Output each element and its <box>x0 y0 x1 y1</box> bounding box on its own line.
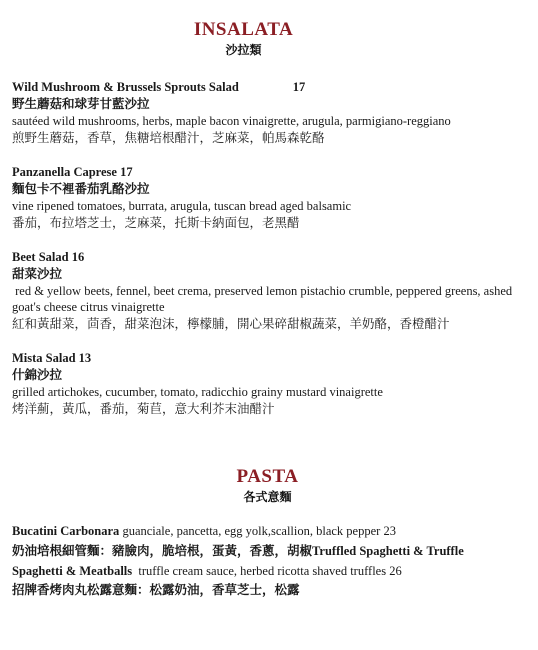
item-name-zh: 野生蘑菇和球芽甘藍沙拉 <box>12 96 150 111</box>
item-price: 17 <box>292 80 306 94</box>
item-name: Beet Salad 16 <box>12 250 85 264</box>
item-name: Truffled Spaghetti & Truffle <box>312 544 464 558</box>
item-name-zh: 甜菜沙拉 <box>12 266 63 281</box>
item-description-zh: 紅和黃甜菜，茴香，甜菜泡沫，檸檬脯，開心果碎甜椒蔬菜，羊奶酪，香橙醋汁 <box>12 316 450 331</box>
pasta-section-header <box>225 466 310 506</box>
item-description: sautéed wild mushrooms, herbs, maple bacon vinaigrette, arugula, parmigiano-reggiano <box>12 114 451 128</box>
insalata-title-zh: 沙拉類 <box>225 43 262 57</box>
item-name: Bucatini Carbonara <box>12 524 120 538</box>
pasta-title: PASTA <box>236 466 299 487</box>
item-name-zh: 奶油培根細管麵：豬臉肉，脆培根，蛋黃，香蔥，胡椒 <box>12 543 313 558</box>
item-description: guanciale, pancetta, egg yolk,scallion, black pepper 23 <box>119 524 396 538</box>
pasta-line-bucatini <box>12 523 536 539</box>
item-description-zh: 烤洋薊，黃瓜，番茄，菊苣，意大利芥末油醋汁 <box>12 401 275 416</box>
insalata-section-header <box>186 19 301 59</box>
item-name-zh: 什錦沙拉 <box>12 367 63 382</box>
insalata-title: INSALATA <box>193 19 294 40</box>
item-description: red & yellow beets, fennel, beet crema, preserved lemon pistachio crumble, peppered greens, ashed goat's cheese citrus vinaigrette <box>12 284 516 314</box>
item-description: grilled artichokes, cucumber, tomato, radicchio grainy mustard vinaigrette <box>12 385 383 399</box>
pasta-line-spaghetti-zh <box>12 582 536 598</box>
menu-item-beet-salad <box>12 249 532 333</box>
menu-item-wild-mushroom-salad <box>12 79 532 147</box>
item-title <box>12 79 532 95</box>
menu-item-panzanella-caprese <box>12 164 532 232</box>
menu-item-mista-salad <box>12 350 532 418</box>
item-name: Spaghetti & Meatballs <box>12 564 133 578</box>
item-name-zh: 招牌香烤肉丸松露意麵：松露奶油，香草芝士，松露 <box>12 582 300 597</box>
pasta-line-spaghetti <box>12 563 536 579</box>
item-description: truffle cream sauce, herbed ricotta shaved truffles 26 <box>132 564 402 578</box>
item-description: vine ripened tomatoes, burrata, arugula, tuscan bread aged balsamic <box>12 199 352 213</box>
pasta-title-zh: 各式意麵 <box>243 490 292 504</box>
item-name: Panzanella Caprese 17 <box>12 165 133 179</box>
item-name: Mista Salad 13 <box>12 351 92 365</box>
pasta-line-bucatini-zh <box>12 543 536 559</box>
item-description-zh: 番茄，布拉塔芝士，芝麻菜，托斯卡納面包，老黑醋 <box>12 215 300 230</box>
item-name-zh: 麵包卡不裡番茄乳酪沙拉 <box>12 181 150 196</box>
item-name: Wild Mushroom & Brussels Sprouts Salad <box>12 80 239 94</box>
item-description-zh: 煎野生蘑菇，香草，焦糖培根醋汁，芝麻菜，帕馬森乾酪 <box>12 130 325 145</box>
